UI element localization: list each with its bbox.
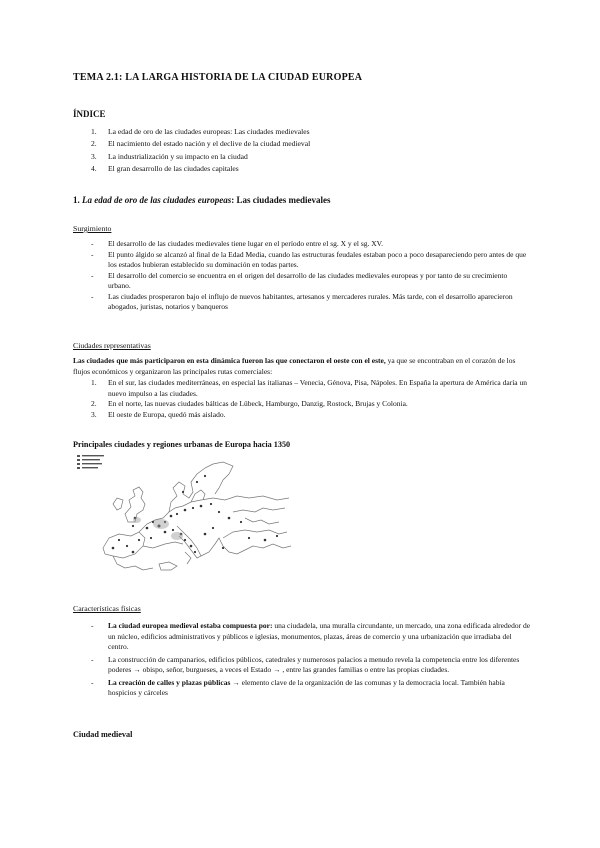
section-1-heading: 1. La edad de oro de las ciudades europeas: Las ciudades medievales (73, 195, 331, 205)
index-heading: ÍNDICE (73, 109, 106, 119)
list-item: - Las ciudades prosperaron bajo el influjo de nuevos habitantes, artesanos y mercaderes rurales. Más tarde, con el desarrollo aparecieron abogados, juristas, notarios y banqueros (91, 291, 513, 311)
toc-item: 3. La industrialización y su impacto en la ciudad (91, 151, 248, 161)
list-item: 3. El oeste de Europa, quedó más aislado. (91, 409, 226, 419)
ciudad-medieval-heading: Ciudad medieval (73, 730, 133, 739)
caracteristicas-heading: Características físicas (73, 604, 141, 613)
list-item: - La ciudad europea medieval estaba compuesta por: una ciudadela, una muralla circundante, un mercado, una zona edificada alrededor de un núcleo, edificios administrativos y públicos e iglesias, monumentos, plazas, áreas de comercio y una urbanización que irradiaba del centro. (91, 621, 531, 651)
representativas-intro: Las ciudades que más participaron en esta dinámica fueron las que conectaron el oeste con el este, ya que se encontraban en el corazón de los flujos económicos y organizaron las principales rutas comerciales: (73, 356, 516, 376)
list-item: - La construcción de campanarios, edificios públicos, catedrales y numerosos palacios a menudo revela la competencia entre los diferentes poderes → obispo, señor, burgueses, a veces el Estado → , entre las grandes familias o entre las propias ciudades. (91, 654, 520, 674)
list-item: - El desarrollo del comercio se encuentra en el origen del desarrollo de las ciudades medievales europeas y por tanto de su crecimiento urbano. (91, 270, 508, 290)
toc-item: 4. El gran desarrollo de las ciudades capitales (91, 163, 239, 173)
document-title: TEMA 2.1: LA LARGA HISTORIA DE LA CIUDAD EUROPEA (73, 72, 363, 83)
caracteristicas-list (91, 621, 531, 701)
surgimiento-heading: Surgimiento (73, 224, 112, 233)
ciudades-representativas-heading: Ciudades representativas (73, 341, 151, 350)
list-item: 2. En el norte, las nuevas ciudades bálticas de Lübeck, Hamburgo, Danzig, Rostock, Brujas y Colonia. (91, 399, 408, 408)
europe-map-image (73, 452, 294, 578)
list-item: 1. En el sur, las ciudades mediterráneas, en especial las italianas – Venecia, Génova, Pisa, Nápoles. En España la apertura de América daría un nuevo impulso a las ciudades. (91, 378, 527, 398)
representativas-list (91, 378, 531, 420)
toc-item: 2. El nacimiento del estado nación y el declive de la ciudad medieval (91, 139, 311, 149)
list-item: - El punto álgido se alcanzó al final de la Edad Media, cuando las estructuras feudales estaban poco a poco desapareciendo pero antes de que los estados hubieran establecido su dominación en todas partes. (91, 249, 527, 269)
list-item: - El desarrollo de las ciudades medievales tiene lugar en el período entre el sg. X y el sg. XV. (91, 239, 383, 248)
table-of-contents (91, 126, 310, 175)
toc-item: 1. La edad de oro de las ciudades europeas: Las ciudades medievales (91, 127, 310, 136)
map-title: Principales ciudades y regiones urbanas de Europa hacia 1350 (73, 440, 291, 449)
list-item: - La creación de calles y plazas públicas → elemento clave de la organización de las comunas y la democracia local. También había hospicios y cárceles (91, 677, 505, 697)
surgimiento-list (91, 239, 531, 313)
